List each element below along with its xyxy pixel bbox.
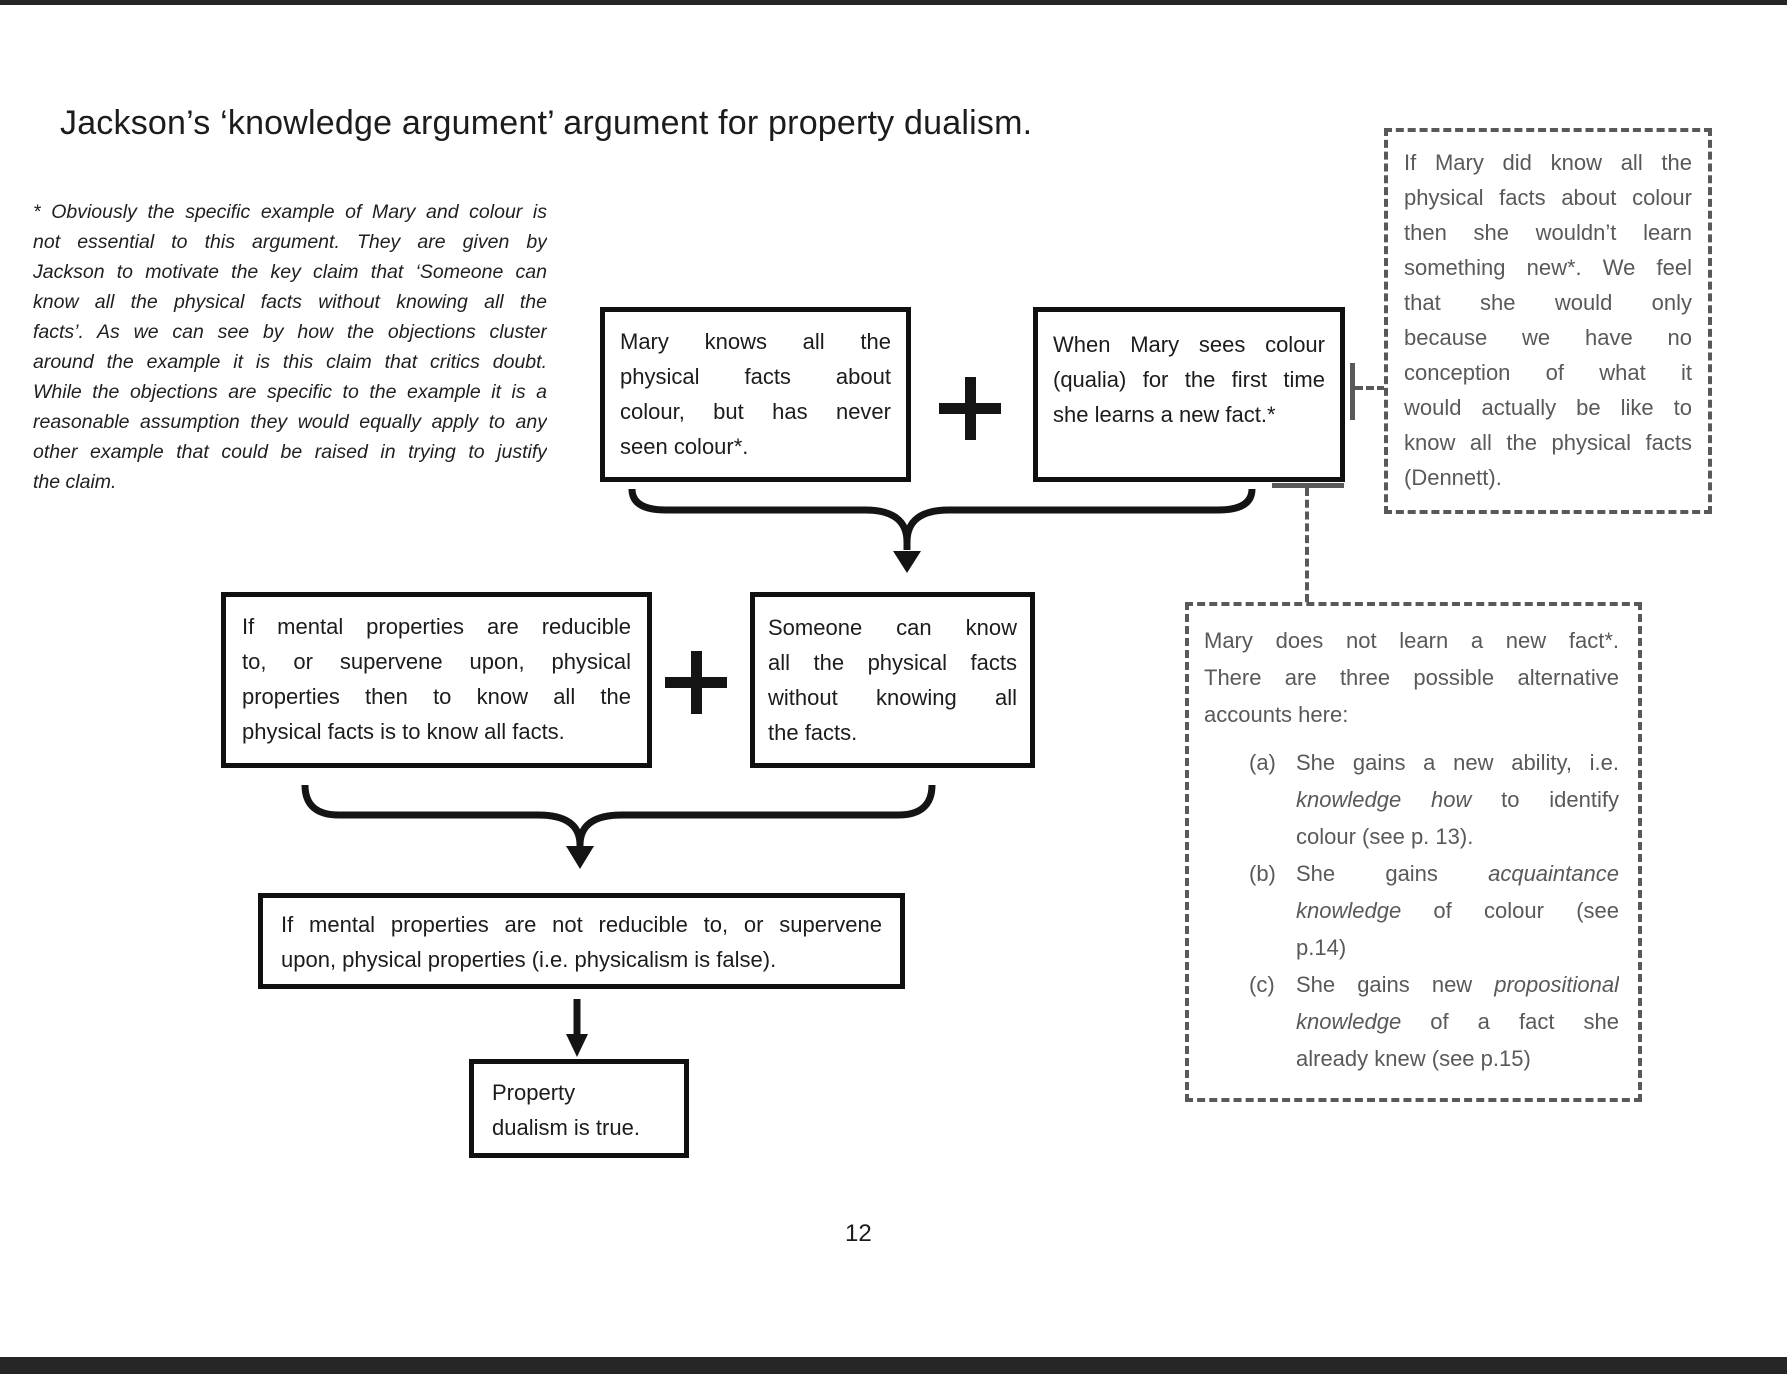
box-text-line: dualism is true.: [492, 1115, 640, 1140]
box-text-line: If mental properties are reducible: [242, 614, 631, 639]
arrow-down-icon: [566, 846, 594, 869]
box-text-line: all the physical facts: [768, 650, 1017, 675]
list-marker: (a): [1249, 750, 1276, 775]
objection-text-line: She gains new propositional: [1296, 972, 1619, 997]
footnote-line: other example that could be raised in trying to justify: [33, 441, 547, 463]
merge-brace-top-right: [907, 489, 1252, 542]
footnote-line: not essential to this argument. They are given by: [33, 231, 547, 253]
objection-text-line: because we have no: [1404, 325, 1692, 350]
plus-icon: [665, 651, 727, 714]
merge-brace-top-left: [632, 489, 907, 550]
footnote-line: the claim.: [33, 471, 117, 493]
slide-title: Jackson’s ‘knowledge argument’ argument for property dualism.: [60, 104, 1033, 142]
objection-text-line: (Dennett).: [1404, 465, 1502, 490]
objection-text-line: If Mary did know all the: [1404, 150, 1692, 175]
box-text-line: If mental properties are not reducible to, or supervene: [281, 912, 882, 937]
box-text-line: without knowing all: [768, 685, 1017, 710]
objection-box-dennett: [1384, 128, 1712, 514]
alternative-item-text: [1296, 744, 1619, 855]
alternative-item-c: [1204, 966, 1619, 1077]
arrow-down-icon: [566, 1034, 588, 1057]
box-text-line: seen colour*.: [620, 434, 749, 459]
alternative-item-text: [1296, 966, 1619, 1077]
premise-box-mary-sees-colour: [1033, 307, 1345, 482]
top-border-bar: [0, 0, 1787, 5]
merge-brace-mid-left: [305, 785, 580, 849]
bottom-border-bar: [0, 1357, 1787, 1374]
objection-text-line: She gains acquaintance: [1296, 861, 1619, 886]
objection-box-alternatives: [1185, 602, 1642, 1102]
objection-text-line: know all the physical facts: [1404, 430, 1692, 455]
plus-icon: [939, 377, 1001, 440]
box-text-line: the facts.: [768, 720, 858, 745]
box-text-line: Mary knows all the: [620, 329, 891, 354]
objection-text-line: knowledge how to identify: [1296, 787, 1619, 812]
objection-text-line: knowledge of a fact she: [1296, 1009, 1619, 1034]
footnote-line: * Obviously the specific example of Mary and colour is: [33, 201, 547, 223]
footnote-line: know all the physical facts without knowing all the: [33, 291, 547, 313]
alternative-item-b: [1204, 855, 1619, 966]
footnote-line: Jackson to motivate the key claim that ‘Someone can: [33, 261, 547, 283]
box-text-line: properties then to know all the: [242, 684, 631, 709]
objection-text-line: already knew (see p.15): [1296, 1046, 1531, 1071]
footnote-line: While the objections are specific to the example it is a: [33, 381, 547, 403]
plus-bar-vertical: [965, 377, 976, 440]
conclusion-box-property-dualism: [469, 1059, 689, 1158]
connector-dennett-stub: [1350, 363, 1355, 420]
objection-text-line: physical facts about colour: [1404, 185, 1692, 210]
list-marker: (b): [1249, 861, 1276, 886]
list-marker: (c): [1249, 972, 1275, 997]
merge-brace-mid-right: [580, 785, 932, 845]
footnote-line: reasonable assumption they would equally apply to any: [33, 411, 547, 433]
box-text-line: upon, physical properties (i.e. physicalism is false).: [281, 947, 777, 972]
footnote-line: facts’. As we can see by how the objections cluster: [33, 321, 547, 343]
premise-box-reducible: [221, 592, 652, 768]
connector-dennett-dashed-line: [1355, 386, 1385, 390]
footnote-line: around the example it is this claim that critics doubt.: [33, 351, 547, 373]
alternative-item-text: [1296, 855, 1619, 966]
objection-text-line: p.14): [1296, 935, 1347, 960]
objection-text-line: conception of what it: [1404, 360, 1692, 385]
box-text-line: Someone can know: [768, 615, 1017, 640]
objection-text-line: There are three possible alternative: [1204, 665, 1619, 690]
box-text-line: she learns a new fact.*: [1053, 402, 1276, 427]
alternatives-intro: [1204, 622, 1619, 733]
objection-text-line: colour (see p. 13).: [1296, 824, 1474, 849]
arrow-down-icon: [893, 551, 921, 573]
plus-bar-vertical: [691, 651, 702, 714]
box-text-line: colour, but has never: [620, 399, 891, 424]
box-text-line: physical facts is to know all facts.: [242, 719, 565, 744]
box-text-line: to, or supervene upon, physical: [242, 649, 631, 674]
objection-text-line: something new*. We feel: [1404, 255, 1692, 280]
box-text-line: Property: [492, 1080, 576, 1105]
page-number: 12: [845, 1220, 872, 1247]
objection-text-line: then she wouldn’t learn: [1404, 220, 1692, 245]
alternative-item-a: [1204, 744, 1619, 855]
premise-box-mary-knows-facts: [600, 307, 911, 482]
connector-alternatives-dashed-line: [1305, 488, 1309, 602]
conclusion-box-physicalism-false: [258, 893, 905, 989]
objection-text-line: that she would only: [1404, 290, 1692, 315]
objection-text-line: knowledge of colour (see: [1296, 898, 1619, 923]
objection-text-line: Mary does not learn a new fact*.: [1204, 628, 1619, 653]
claim-box-someone-can-know: [750, 592, 1035, 768]
box-text-line: When Mary sees colour: [1053, 332, 1325, 357]
footnote-block: [33, 197, 547, 497]
objection-text-line: would actually be like to: [1404, 395, 1692, 420]
objection-text-line: She gains a new ability, i.e.: [1296, 750, 1619, 775]
box-text-line: physical facts about: [620, 364, 891, 389]
objection-text-line: accounts here:: [1204, 702, 1349, 727]
box-text-line: (qualia) for the first time: [1053, 367, 1325, 392]
